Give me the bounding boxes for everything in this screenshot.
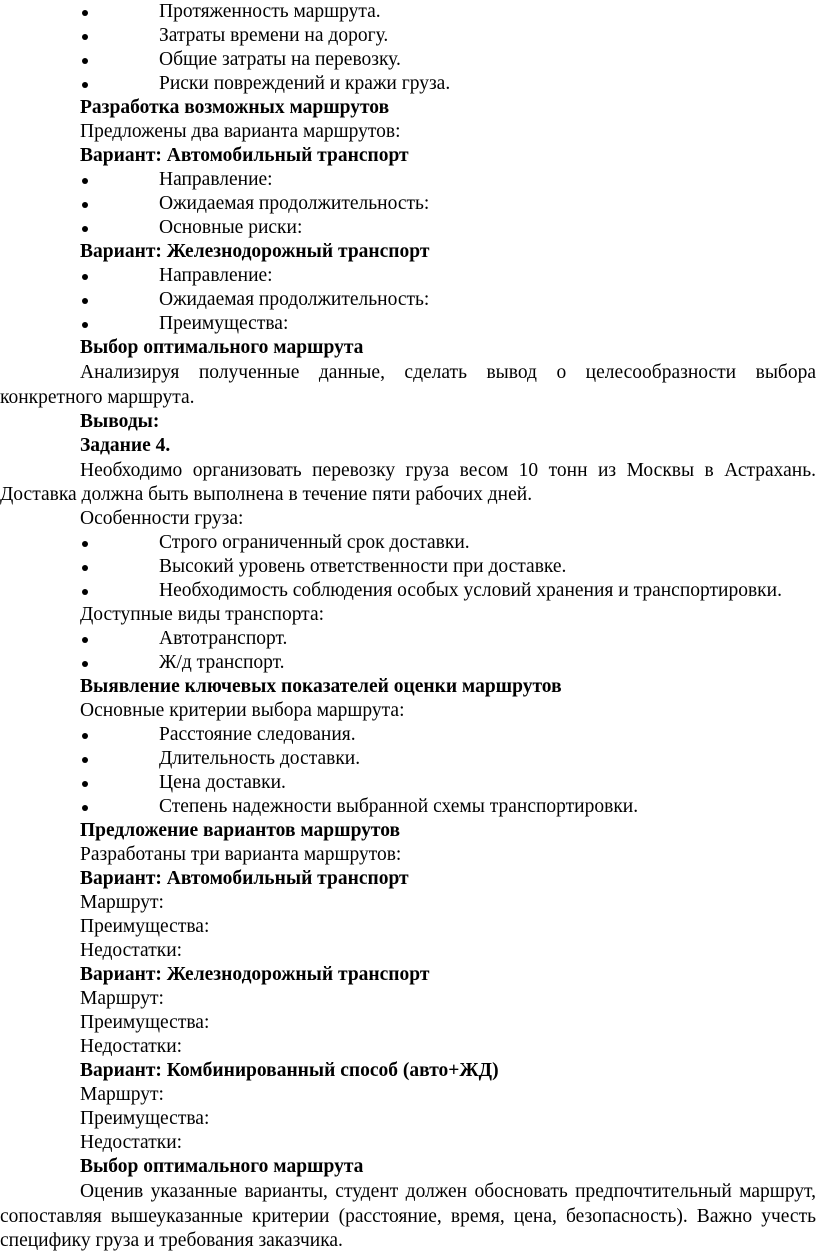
bullet-icon xyxy=(82,589,88,595)
bullet-icon xyxy=(82,322,88,328)
list-item: Риски повреждений и кражи груза. xyxy=(0,72,816,96)
variant-field: Маршрут: xyxy=(80,892,164,913)
list-item: Строго ограниченный срок доставки. xyxy=(0,531,816,555)
list-item: Ожидаемая продолжительность: xyxy=(0,192,816,216)
bullet-icon xyxy=(82,637,88,643)
list-item: Направление: xyxy=(0,168,816,192)
bullet-icon xyxy=(82,298,88,304)
bullet-icon xyxy=(82,733,88,739)
variant-field: Маршрут: xyxy=(80,1084,164,1105)
bullet-icon xyxy=(82,58,88,64)
bullet-icon xyxy=(82,781,88,787)
variant-title: Вариант: Комбинированный способ (авто+ЖД) xyxy=(80,1060,499,1081)
variant-field: Недостатки: xyxy=(80,1132,183,1153)
paragraph: Предложены два варианта маршрутов: xyxy=(80,121,401,142)
variant-title: Вариант: Железнодорожный транспорт xyxy=(80,241,430,262)
section-heading: Разработка возможных маршрутов xyxy=(80,97,390,118)
paragraph-line: Необходимо организовать перевозку груза весом 10 тонн из Москвы в Астрахань. xyxy=(80,460,816,481)
list-item: Ж/д транспорт. xyxy=(0,651,816,675)
list-item: Общие затраты на перевозку. xyxy=(0,48,816,72)
bullet-icon xyxy=(82,82,88,88)
paragraph-line: Доставка должна быть выполнена в течение пяти рабочих дней. xyxy=(0,484,533,505)
variant-field: Преимущества: xyxy=(80,1012,210,1033)
variant-field: Недостатки: xyxy=(80,940,183,961)
paragraph: Особенности груза: xyxy=(80,508,244,529)
bullet-icon xyxy=(82,178,88,184)
list-item: Ожидаемая продолжительность: xyxy=(0,288,816,312)
paragraph-line: Оценив указанные варианты, студент должен обосновать предпочтительный маршрут, xyxy=(80,1181,816,1202)
paragraph-line: конкретного маршрута. xyxy=(0,387,195,408)
bullet-icon xyxy=(82,565,88,571)
section-heading: Выявление ключевых показателей оценки маршрутов xyxy=(80,676,562,697)
list-item: Затраты времени на дорогу. xyxy=(0,24,816,48)
list-item: Преимущества: xyxy=(0,312,816,336)
bullet-icon xyxy=(82,34,88,40)
list-item: Основные риски: xyxy=(0,216,816,240)
bullet-icon xyxy=(82,757,88,763)
paragraph-line: специфику груза и требования заказчика. xyxy=(0,1230,343,1251)
variant-field: Маршрут: xyxy=(80,988,164,1009)
section-heading: Предложение вариантов маршрутов xyxy=(80,820,401,841)
list-item: Необходимость соблюдения особых условий хранения и транспортировки. xyxy=(0,579,816,603)
list-item: Протяженность маршрута. xyxy=(0,0,816,24)
variant-field: Преимущества: xyxy=(80,916,210,937)
list-item: Высокий уровень ответственности при доставке. xyxy=(0,555,816,579)
list-item: Направление: xyxy=(0,264,816,288)
variant-title: Вариант: Автомобильный транспорт xyxy=(80,145,409,166)
variant-field: Преимущества: xyxy=(80,1108,210,1129)
bullet-icon xyxy=(82,226,88,232)
paragraph-line: сопоставляя вышеуказанные критерии (расстояние, время, цена, безопасность). Важно учесть xyxy=(0,1206,816,1227)
list-item: Автотранспорт. xyxy=(0,627,816,651)
bullet-icon xyxy=(82,10,88,16)
list-item: Длительность доставки. xyxy=(0,747,816,771)
list-item: Расстояние следования. xyxy=(0,723,816,747)
section-heading: Выбор оптимального маршрута xyxy=(80,1156,364,1177)
bullet-icon xyxy=(82,805,88,811)
variant-field: Недостатки: xyxy=(80,1036,183,1057)
bullet-icon xyxy=(82,661,88,667)
bullet-icon xyxy=(82,274,88,280)
paragraph: Доступные виды транспорта: xyxy=(80,604,325,625)
bullet-icon xyxy=(82,541,88,547)
list-item: Степень надежности выбранной схемы транспортировки. xyxy=(0,795,816,819)
bullet-icon xyxy=(82,202,88,208)
section-heading: Выбор оптимального маршрута xyxy=(80,337,364,358)
paragraph: Разработаны три варианта маршрутов: xyxy=(80,844,402,865)
paragraph-line: Анализируя полученные данные, сделать вывод о целесообразности выбора xyxy=(80,362,816,383)
section-heading: Выводы: xyxy=(80,411,160,432)
variant-title: Вариант: Автомобильный транспорт xyxy=(80,868,409,889)
list-item: Цена доставки. xyxy=(0,771,816,795)
task-heading: Задание 4. xyxy=(80,435,171,456)
variant-title: Вариант: Железнодорожный транспорт xyxy=(80,964,430,985)
paragraph: Основные критерии выбора маршрута: xyxy=(80,700,405,721)
